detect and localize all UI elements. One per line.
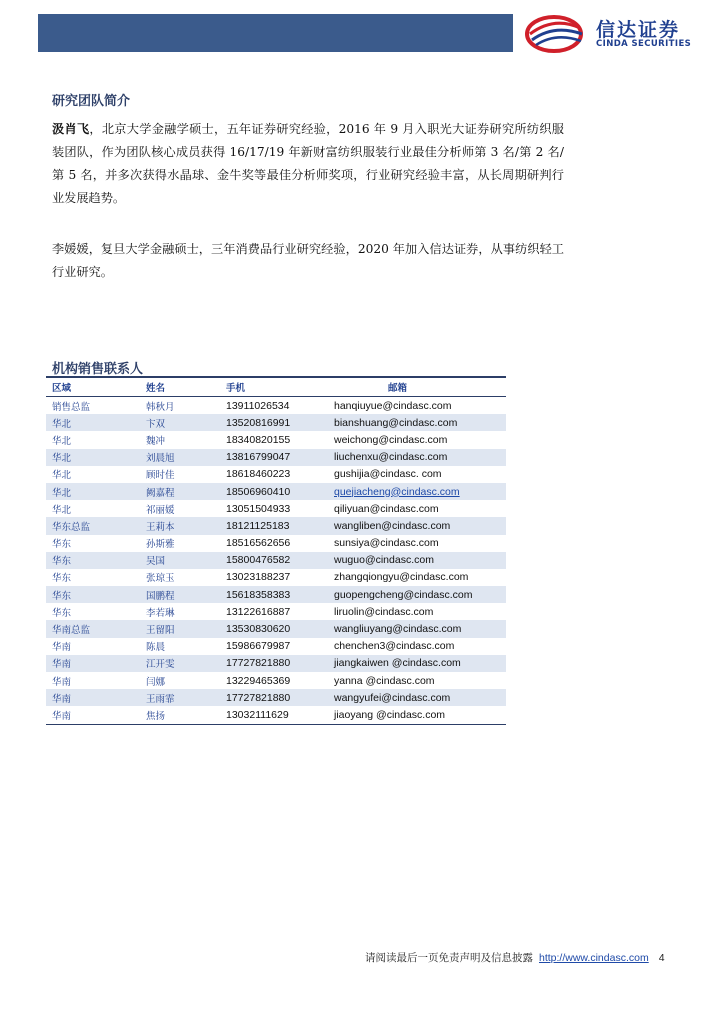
name-cell: 吴国 [122, 552, 202, 569]
email-cell: qiliyuan@cindasc.com [334, 502, 439, 515]
header-email: 邮箱 [328, 377, 506, 397]
table-row [46, 672, 506, 689]
name-cell: 李若琳 [146, 607, 175, 619]
email-cell: weichong@cindasc.com [334, 433, 448, 446]
phone-cell: 13023188237 [226, 571, 291, 584]
phone-cell: 13032111629 [202, 706, 328, 724]
email-cell: chenchen3@cindasc.com [334, 640, 455, 653]
email-cell: gushijia@cindasc. com [334, 468, 442, 481]
region-cell: 华北 [52, 504, 72, 516]
team-member-2-bio [52, 238, 564, 284]
phone-cell: 13816799047 [202, 449, 328, 466]
name-cell: 国鹏程 [122, 586, 202, 603]
table-row [46, 569, 506, 586]
region-cell: 华东 [52, 607, 72, 619]
region-cell: 华北 [52, 470, 72, 482]
phone-cell: 17727821880 [202, 655, 328, 672]
name-cell: 江开雯 [122, 655, 202, 672]
region-cell: 华北 [46, 414, 122, 431]
cinda-logo-mark [524, 14, 590, 54]
table-row [46, 689, 506, 706]
sales-section-title: 机构销售联系人 [52, 362, 144, 377]
name-cell: 卞双 [122, 414, 202, 431]
phone-cell: 18340820155 [226, 433, 291, 446]
name-cell: 焦扬 [122, 706, 202, 724]
table-row [46, 603, 506, 620]
name-cell: 孙斯雅 [146, 539, 175, 551]
name-cell: 王雨霏 [122, 689, 202, 706]
name-cell: 张琼玉 [146, 573, 175, 585]
name-cell: 韩秋月 [146, 401, 175, 413]
region-cell: 华北 [46, 483, 122, 500]
table-row [46, 586, 506, 603]
header-phone: 手机 [202, 377, 328, 397]
table-row [46, 483, 506, 500]
region-cell: 华南 [46, 689, 122, 706]
name-cell: 祁丽媛 [146, 504, 175, 516]
region-cell: 华南 [46, 706, 122, 724]
table-row [46, 500, 506, 517]
cinda-logo [524, 14, 704, 54]
name-cell: 陈晨 [146, 642, 166, 654]
region-cell: 华南 [46, 655, 122, 672]
email-cell: hanqiuyue@cindasc.com [334, 399, 452, 412]
region-cell: 华东 [46, 552, 122, 569]
phone-cell: 15800476582 [202, 552, 328, 569]
header-region: 区域 [46, 377, 122, 397]
region-cell: 华东 [52, 573, 72, 585]
region-cell: 华北 [46, 449, 122, 466]
region-cell: 华南 [52, 676, 72, 688]
table-header-row [46, 377, 506, 397]
team-member-1-bio [52, 118, 564, 210]
email-cell: liuchenxu@cindasc.com [328, 449, 506, 466]
disclaimer-note: 请阅读最后一页免责声明及信息披露 [365, 952, 533, 964]
table-row [46, 620, 506, 637]
email-cell: wuguo@cindasc.com [328, 552, 506, 569]
region-cell: 华北 [52, 435, 72, 447]
team-member-2-text: 李媛媛，复旦大学金融硕士，三年消费品行业研究经验，2020 年加入信达证券，从事纺织轻工行业研究。 [52, 242, 564, 279]
table-row [46, 706, 506, 724]
phone-cell: 13911026534 [226, 399, 290, 412]
team-section-title: 研究团队简介 [52, 94, 131, 109]
email-cell: jiangkaiwen @cindasc.com [328, 655, 506, 672]
phone-cell: 15986679987 [226, 640, 291, 653]
phone-cell: 18618460223 [226, 468, 291, 481]
name-cell: 王留阳 [122, 620, 202, 637]
header-bar [38, 14, 513, 52]
region-cell: 华南总监 [46, 620, 122, 637]
footer-url-link[interactable]: http://www.cindasc.com [539, 952, 649, 964]
name-cell: 顾时佳 [146, 470, 175, 482]
table-row [46, 414, 506, 431]
table-row [46, 449, 506, 466]
phone-cell: 17727821880 [202, 689, 328, 706]
page-number: 4 [658, 952, 665, 964]
table-row [46, 552, 506, 569]
email-cell: zhangqiongyu@cindasc.com [334, 571, 469, 584]
table-row [46, 638, 506, 655]
region-cell: 华东 [46, 586, 122, 603]
email-cell: sunsiya@cindasc.com [334, 537, 439, 550]
email-cell: wangliuyang@cindasc.com [328, 620, 506, 637]
name-cell: 魏冲 [146, 435, 166, 447]
email-cell: bianshuang@cindasc.com [328, 414, 506, 431]
name-cell: 王莉本 [122, 517, 202, 534]
table-row [46, 517, 506, 534]
table-row [46, 655, 506, 672]
email-cell[interactable]: quejiacheng@cindasc.com [328, 483, 506, 500]
table-row [46, 466, 506, 483]
table-row [46, 397, 506, 415]
phone-cell: 18516562656 [226, 537, 291, 550]
name-cell: 阙嘉程 [122, 483, 202, 500]
phone-cell: 13229465369 [226, 674, 291, 687]
phone-cell: 13051504933 [226, 502, 291, 515]
table-row [46, 431, 506, 448]
region-cell: 华东 [52, 539, 72, 551]
sales-contacts-table [46, 376, 506, 725]
email-cell: guopengcheng@cindasc.com [328, 586, 506, 603]
phone-cell: 13520816991 [202, 414, 328, 431]
phone-cell: 13122616887 [226, 605, 291, 618]
team-member-1-name: 汲肖飞 [52, 122, 90, 136]
phone-cell: 13530830620 [202, 620, 328, 637]
email-cell: jiaoyang @cindasc.com [328, 706, 506, 724]
region-cell: 华南 [52, 642, 72, 654]
email-cell: yanna @cindasc.com [334, 674, 435, 687]
page-footer [365, 950, 665, 965]
table-row [46, 535, 506, 552]
email-cell: liruolin@cindasc.com [334, 605, 434, 618]
email-cell: wangyufei@cindasc.com [328, 689, 506, 706]
logo-chinese: 信达证券 [596, 19, 681, 41]
team-member-1-text: ，北京大学金融学硕士，五年证券研究经验，2016 年 9 月入职光大证券研究所纺织服装团队，作为团队核心成员获得 16/17/19 年新财富纺织服装行业最佳分析师第 3 名/第 2 名/第 5 名，并多次获得水晶球、金牛奖等最佳分析师奖项，行业研究经验丰富，从长周期研判行业发展趋势。 [52, 122, 564, 205]
phone-cell: 18121125183 [202, 517, 328, 534]
email-cell: wangliben@cindasc.com [328, 517, 506, 534]
region-cell: 销售总监 [52, 401, 91, 413]
header-name: 姓名 [122, 377, 202, 397]
region-cell: 华东总监 [46, 517, 122, 534]
name-cell: 闫娜 [146, 676, 166, 688]
name-cell: 刘晨旭 [122, 449, 202, 466]
phone-cell: 18506960410 [202, 483, 328, 500]
phone-cell: 15618358383 [202, 586, 328, 603]
logo-english: CINDA SECURITIES [596, 39, 692, 49]
